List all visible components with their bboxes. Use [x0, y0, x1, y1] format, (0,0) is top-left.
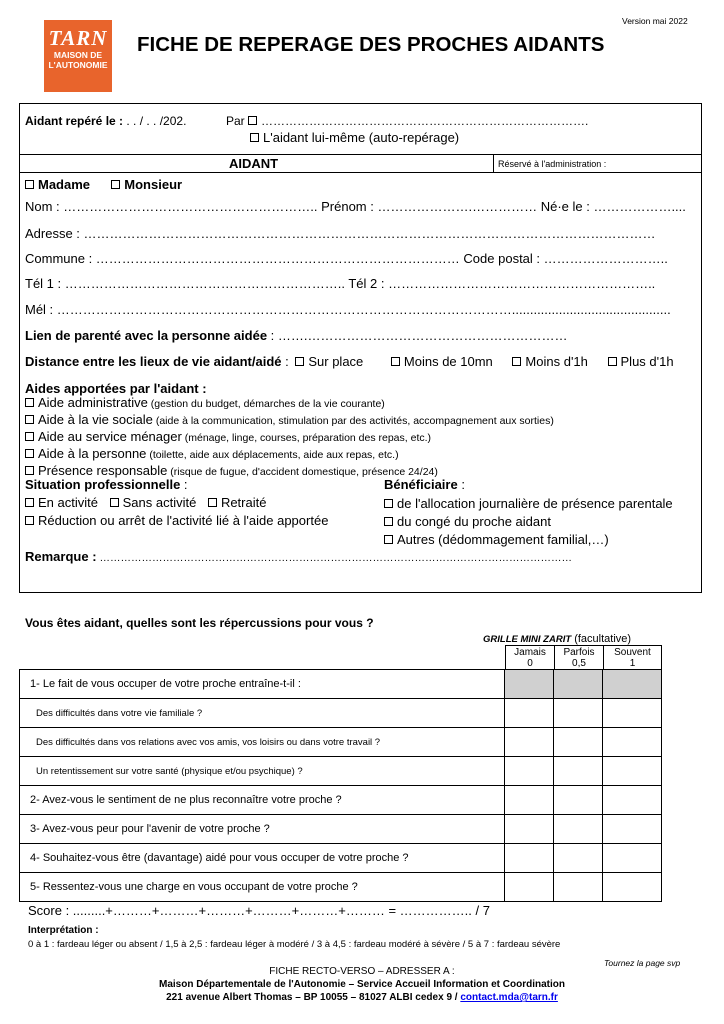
footer-line3-row — [0, 992, 724, 1003]
zarit-grid-optional: (facultative) — [571, 633, 632, 645]
logo-text-tarn: TARN — [48, 26, 108, 50]
divider — [493, 154, 494, 172]
lien-parente-dots[interactable]: : …….…………………………………………………… — [267, 328, 568, 343]
distance-label: Distance entre les lieux de vie aidant/aidé — [25, 354, 282, 369]
par-dots[interactable]: ………………………………………………………………………. — [261, 114, 589, 128]
distance-sur-place-checkbox[interactable] — [295, 357, 304, 366]
answer-cell[interactable] — [505, 699, 554, 728]
distance-10mn-checkbox[interactable] — [391, 357, 400, 366]
turn-page-note: Tournez la page svp — [604, 958, 681, 968]
interpretation-title: Interprétation : — [28, 925, 99, 936]
zarit-row-label: Un retentissement sur votre santé (physique et/ou psychique) ? — [20, 757, 505, 786]
situation-option: Réduction ou arrêt de l'activité lié à l'aide apportée — [38, 513, 329, 528]
en-activite-checkbox[interactable] — [25, 498, 34, 507]
monsieur-checkbox[interactable] — [111, 180, 120, 189]
divider — [20, 154, 701, 155]
answer-cell[interactable] — [505, 815, 554, 844]
version-label: Version mai 2022 — [622, 16, 688, 26]
contact-email-link[interactable]: contact.mda@tarn.fr — [460, 992, 558, 1003]
page-title: FICHE DE REPERAGE DES PROCHES AIDANTS — [137, 33, 605, 56]
lien-parente-row — [25, 328, 568, 343]
situation-option: En activité — [38, 495, 98, 510]
interpretation-text: 0 à 1 : fardeau léger ou absent / 1,5 à 2,5 : fardeau léger à modéré / 3 à 4,5 : fardeau modéré à sévère / 5 à 7 : fardeau sévère — [28, 939, 561, 950]
answer-cell[interactable] — [505, 873, 554, 902]
answer-cell[interactable] — [505, 728, 554, 757]
distance-option: Plus d'1h — [620, 354, 674, 369]
answer-cell[interactable] — [554, 757, 603, 786]
aide-checkbox[interactable] — [25, 432, 34, 441]
beneficiaire-title-row — [384, 477, 465, 492]
beneficiaire-colon: : — [457, 477, 465, 492]
distance-1h-checkbox[interactable] — [512, 357, 521, 366]
zarit-row-label: 5- Ressentez-vous une charge en vous occupant de votre proche ? — [20, 873, 505, 902]
civilite-row — [25, 177, 182, 192]
situation-option: Retraité — [220, 495, 267, 510]
distance-row — [25, 354, 674, 369]
aide-item: Aide à la personne (toilette, aide aux déplacements, aide aux repas, etc.) — [25, 446, 554, 463]
logo-text-line3: L'AUTONOMIE — [48, 60, 108, 70]
beneficiaire-item: Autres (dédommagement familial,…) — [384, 531, 673, 549]
zarit-grid-title: GRILLE MINI ZARIT — [483, 634, 572, 645]
remarque-label: Remarque : — [25, 549, 97, 564]
reduction-activite-checkbox[interactable] — [25, 516, 34, 525]
beneficiaire-checkbox[interactable] — [384, 535, 393, 544]
table-row — [20, 757, 662, 786]
answer-cell[interactable] — [505, 844, 554, 873]
situation-colon: : — [180, 477, 188, 492]
zarit-grid-title-row — [483, 633, 631, 645]
score-line[interactable]: Score : .........+………+………+………+………+………+……… = …………….. / 7 — [28, 903, 490, 918]
table-row — [20, 786, 662, 815]
aidant-repere-date[interactable]: . . / . . /202. — [126, 114, 187, 128]
grey-cell — [603, 670, 662, 699]
answer-cell[interactable] — [505, 786, 554, 815]
table-row — [20, 728, 662, 757]
answer-cell[interactable] — [603, 757, 662, 786]
distance-option: Moins de 10mn — [403, 354, 493, 369]
zarit-question: Vous êtes aidant, quelles sont les répercussions pour vous ? — [25, 616, 374, 630]
mel-line[interactable]: Mél : ……………………………………………………………………………………………............................................ — [25, 302, 671, 317]
aide-checkbox[interactable] — [25, 449, 34, 458]
beneficiaire-list — [384, 495, 673, 549]
aide-checkbox[interactable] — [25, 398, 34, 407]
table-row — [20, 844, 662, 873]
madame-checkbox[interactable] — [25, 180, 34, 189]
beneficiaire-title: Bénéficiaire — [384, 477, 458, 492]
aides-title: Aides apportées par l'aidant : — [25, 381, 207, 396]
table-row — [20, 873, 662, 902]
zarit-row-label: Des difficultés dans votre vie familiale ? — [20, 699, 505, 728]
answer-cell[interactable] — [505, 757, 554, 786]
aidant-section-title: AIDANT — [229, 156, 279, 171]
distance-colon: : — [281, 354, 289, 369]
aide-checkbox[interactable] — [25, 466, 34, 475]
answer-cell[interactable] — [603, 699, 662, 728]
answer-cell[interactable] — [554, 699, 603, 728]
monsieur-label: Monsieur — [124, 177, 183, 192]
situation-row2 — [25, 513, 328, 528]
footer-address: 221 avenue Albert Thomas – BP 10055 – 81027 ALBI cedex 9 / — [166, 992, 461, 1003]
nom-line[interactable]: Nom : ………………………………………………….. Prénom : ………………….…………… Né·e le : ……………….... — [25, 199, 686, 214]
situation-row1 — [25, 495, 266, 510]
answer-cell[interactable] — [554, 873, 603, 902]
zarit-row-label: 4- Souhaitez-vous être (davantage) aidé pour vous occuper de votre proche ? — [20, 844, 505, 873]
answer-cell[interactable] — [554, 844, 603, 873]
zarit-col-jamais: Jamais 0 — [505, 645, 555, 669]
answer-cell[interactable] — [554, 786, 603, 815]
auto-reperage-checkbox[interactable] — [250, 133, 259, 142]
lien-parente-label: Lien de parenté avec la personne aidée — [25, 328, 268, 343]
remarque-dots[interactable]: ……………………………………………………………………………………………………………………… — [96, 552, 572, 564]
commune-line[interactable]: Commune : ………………………………………………………………………… Code postal : ……………………….. — [25, 251, 668, 266]
aidant-repere-label: Aidant repéré le : — [25, 114, 127, 128]
zarit-row-label: 1- Le fait de vous occuper de votre proche entraîne-t-il : — [20, 670, 505, 699]
answer-cell[interactable] — [554, 728, 603, 757]
madame-label: Madame — [38, 177, 91, 192]
distance-plus-1h-checkbox[interactable] — [608, 357, 617, 366]
zarit-row-label: 3- Avez-vous peur pour l'avenir de votre proche ? — [20, 815, 505, 844]
zarit-row-label: Des difficultés dans vos relations avec vos amis, vos loisirs ou dans votre travail ? — [20, 728, 505, 757]
tel-line[interactable]: Tél 1 : ……………………………………………………….. Tél 2 : …………………………………………………….. — [25, 276, 656, 291]
table-row — [20, 670, 662, 699]
tarn-logo — [44, 20, 112, 92]
footer-line1: FICHE RECTO-VERSO – ADRESSER A : — [269, 966, 455, 977]
remarque-row — [25, 549, 572, 564]
situation-title: Situation professionnelle — [25, 477, 181, 492]
sans-activite-checkbox[interactable] — [110, 498, 119, 507]
adresse-line[interactable]: Adresse : …………………………………………………………………………………………………………………… — [25, 226, 656, 241]
retraite-checkbox[interactable] — [208, 498, 217, 507]
grey-cell — [505, 670, 554, 699]
zarit-col-souvent: Souvent 1 — [603, 645, 662, 669]
par-checkbox[interactable] — [248, 116, 257, 125]
aide-item: Présence responsable (risque de fugue, d'accident domestique, présence 24/24) — [25, 463, 554, 480]
zarit-row-label: 2- Avez-vous le sentiment de ne plus reconnaître votre proche ? — [20, 786, 505, 815]
auto-reperage-row — [250, 130, 459, 145]
answer-cell[interactable] — [554, 815, 603, 844]
aides-list — [25, 395, 554, 480]
par-row — [226, 114, 588, 128]
footer-line2: Maison Départementale de l'Autonomie – Service Accueil Information et Coordination — [159, 979, 565, 990]
situation-option: Sans activité — [122, 495, 197, 510]
table-row — [20, 815, 662, 844]
answer-cell[interactable] — [603, 786, 662, 815]
aide-item: Aide à la vie sociale (aide à la communication, stimulation par des activités, accompagnement aux sorties) — [25, 412, 554, 429]
answer-cell[interactable] — [603, 844, 662, 873]
table-row — [20, 699, 662, 728]
aide-checkbox[interactable] — [25, 415, 34, 424]
zarit-col-parfois: Parfois 0,5 — [554, 645, 604, 669]
aide-item: Aide au service ménager (ménage, linge, courses, préparation des repas, etc.) — [25, 429, 554, 446]
beneficiaire-checkbox[interactable] — [384, 517, 393, 526]
situation-title-row — [25, 477, 188, 492]
answer-cell[interactable] — [603, 815, 662, 844]
distance-option: Moins d'1h — [525, 354, 588, 369]
beneficiaire-item: du congé du proche aidant — [384, 513, 673, 531]
answer-cell[interactable] — [603, 873, 662, 902]
answer-cell[interactable] — [603, 728, 662, 757]
admin-reserved-label: Réservé à l'administration : — [498, 159, 607, 169]
divider — [20, 172, 701, 173]
auto-reperage-label: L'aidant lui-même (auto-repérage) — [263, 130, 460, 145]
beneficiaire-checkbox[interactable] — [384, 499, 393, 508]
logo-text-line2: MAISON DE — [53, 50, 103, 60]
beneficiaire-item: de l'allocation journalière de présence parentale — [384, 495, 673, 513]
aidant-repere-row — [25, 114, 186, 128]
par-label: Par — [226, 114, 245, 128]
grey-cell — [554, 670, 603, 699]
aide-item: Aide administrative (gestion du budget, démarches de la vie courante) — [25, 395, 554, 412]
zarit-grid — [19, 669, 662, 902]
distance-option: Sur place — [308, 354, 364, 369]
